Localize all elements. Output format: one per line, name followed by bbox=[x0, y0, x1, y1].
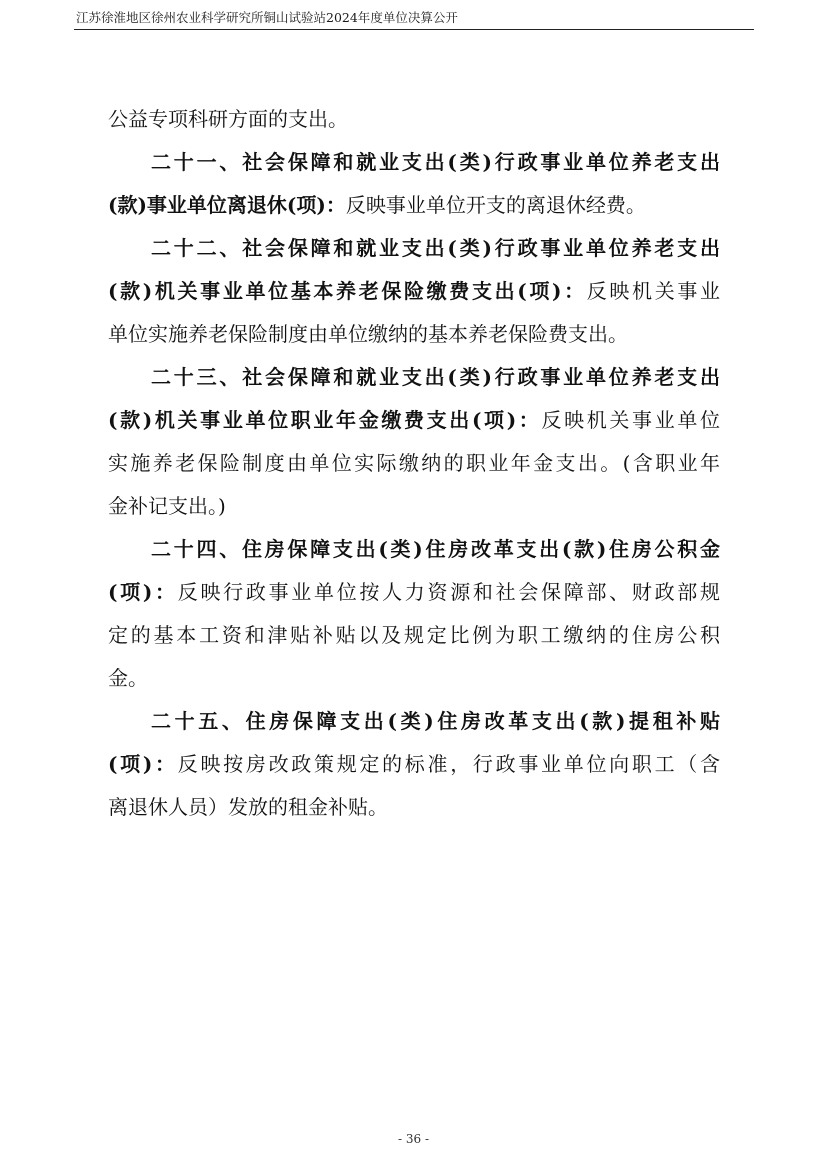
item-25-heading-line bbox=[108, 700, 720, 743]
item-23-heading: 二十三、社会保障和就业支出(类)行政事业单位养老支出 bbox=[151, 365, 720, 389]
item-23-description-cont: 实施养老保险制度由单位实际缴纳的职业年金支出。(含职业年 bbox=[108, 451, 720, 475]
item-25-heading-cont: (项)： bbox=[108, 752, 178, 776]
item-24-heading-cont: (项)： bbox=[108, 580, 178, 604]
page-number: - 36 - bbox=[397, 1132, 429, 1146]
item-24-line bbox=[108, 614, 720, 657]
item-24-line bbox=[108, 571, 720, 614]
item-25-heading: 二十五、住房保障支出(类)住房改革支出(款)提租补贴 bbox=[151, 709, 720, 733]
item-22-line bbox=[108, 270, 720, 313]
item-21-heading-cont: (款)事业单位离退休(项)： bbox=[108, 193, 346, 217]
item-23-heading-line bbox=[108, 356, 720, 399]
body-text: 公益专项科研方面的支出。 bbox=[108, 107, 348, 131]
paragraph-line bbox=[108, 98, 720, 141]
item-23-line bbox=[108, 399, 720, 442]
item-22-heading-line bbox=[108, 227, 720, 270]
item-22-line bbox=[108, 313, 720, 356]
item-21-description: 反映事业单位开支的离退休经费。 bbox=[345, 193, 646, 217]
page-header bbox=[74, 9, 754, 30]
page-header-title: 江苏徐淮地区徐州农业科学研究所铜山试验站2024年度单位决算公开 bbox=[76, 10, 458, 25]
item-23-line bbox=[108, 485, 720, 528]
item-21-heading-line bbox=[108, 141, 720, 184]
item-21-line bbox=[108, 184, 720, 227]
item-21-heading: 二十一、社会保障和就业支出(类)行政事业单位养老支出 bbox=[151, 150, 720, 174]
item-24-description-end: 金。 bbox=[108, 666, 148, 690]
item-23-line bbox=[108, 442, 720, 485]
item-25-description-end: 离退休人员）发放的租金补贴。 bbox=[108, 795, 388, 819]
item-22-description: 反映机关事业 bbox=[586, 279, 721, 303]
item-25-line bbox=[108, 786, 720, 829]
document-body bbox=[108, 98, 720, 829]
item-22-description-cont: 单位实施养老保险制度由单位缴纳的基本养老保险费支出。 bbox=[108, 322, 628, 346]
item-22-heading-cont: (款)机关事业单位基本养老保险缴费支出(项)： bbox=[108, 279, 587, 303]
item-25-description: 反映按房改政策规定的标准，行政事业单位向职工（含 bbox=[177, 752, 720, 776]
item-23-description: 反映机关事业单位 bbox=[541, 408, 721, 432]
item-23-heading-cont: (款)机关事业单位职业年金缴费支出(项)： bbox=[108, 408, 542, 432]
item-25-line bbox=[108, 743, 720, 786]
item-24-heading-line bbox=[108, 528, 720, 571]
item-24-description-cont: 定的基本工资和津贴补贴以及规定比例为职工缴纳的住房公积 bbox=[108, 623, 720, 647]
item-23-description-end: 金补记支出。) bbox=[108, 494, 226, 518]
item-24-line bbox=[108, 657, 720, 700]
item-24-heading: 二十四、住房保障支出(类)住房改革支出(款)住房公积金 bbox=[151, 537, 720, 561]
item-22-heading: 二十二、社会保障和就业支出(类)行政事业单位养老支出 bbox=[151, 236, 720, 260]
item-24-description: 反映行政事业单位按人力资源和社会保障部、财政部规 bbox=[177, 580, 720, 604]
